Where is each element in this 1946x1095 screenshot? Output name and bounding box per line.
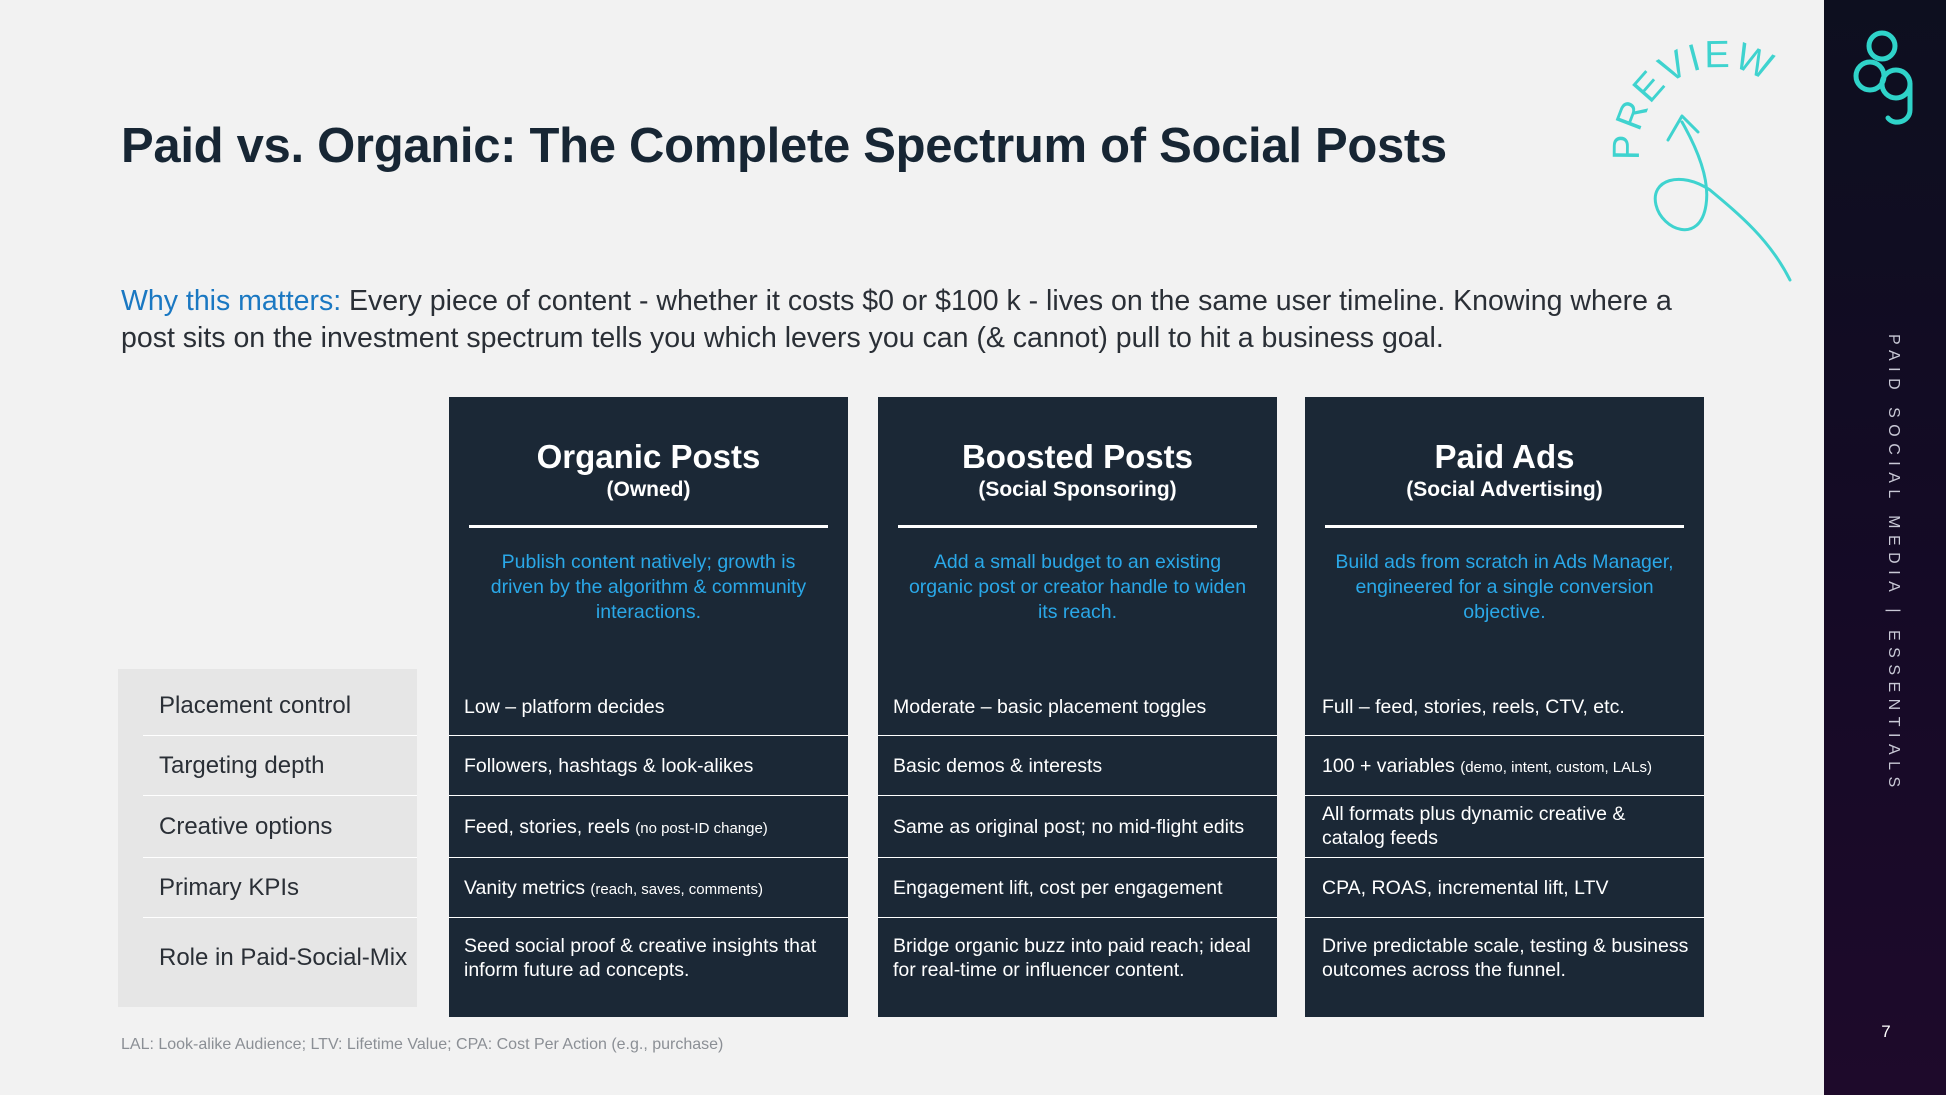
- why-label: Why this matters:: [121, 285, 342, 317]
- column-description: Add a small budget to an existing organic post or creator handle to widen its reach.: [908, 551, 1247, 623]
- row-separator: [143, 795, 417, 796]
- why-this-matters: [121, 283, 1701, 357]
- cell-paid-placement: Full – feed, stories, reels, CTV, etc.: [1322, 696, 1625, 718]
- column-divider: [1325, 525, 1684, 528]
- row-label-primary-kpis: Primary KPIs: [159, 874, 300, 901]
- column-title: Boosted Posts: [961, 438, 1194, 475]
- row-separator: [449, 795, 1704, 796]
- cell-boosted-targeting: Basic demos & interests: [893, 755, 1103, 777]
- preview-text: PREVIEW: [1605, 33, 1781, 161]
- row-separator: [449, 857, 1704, 858]
- page-number: 7: [1881, 1022, 1891, 1041]
- cell-organic-targeting: Followers, hashtags & look-alikes: [464, 755, 754, 777]
- column-description: Publish content natively; growth is driven by the algorithm & community interactions.: [490, 551, 807, 623]
- column-description: Build ads from scratch in Ads Manager, engineered for a single conversion objective.: [1335, 551, 1674, 623]
- brand-logo-icon: [1848, 18, 1920, 130]
- row-separator: [449, 735, 1704, 736]
- column-subtitle: (Owned): [606, 478, 691, 502]
- column-subtitle: (Social Advertising): [1406, 478, 1603, 502]
- row-separator: [143, 735, 417, 736]
- row-label-targeting-depth: Targeting depth: [159, 752, 325, 779]
- column-gap: [848, 725, 878, 1025]
- cell-paid-role: Drive predictable scale, testing & business outcomes across the funnel.: [1322, 935, 1689, 981]
- cell-organic-role: Seed social proof & creative insights that inform future ad concepts.: [464, 935, 817, 981]
- preview-arrowhead-icon: [1668, 116, 1698, 140]
- column-title: Organic Posts: [536, 438, 761, 475]
- row-separator: [143, 917, 417, 918]
- footnote: LAL: Look-alike Audience; LTV: Lifetime Value; CPA: Cost Per Action (e.g., purchase): [121, 1036, 724, 1053]
- row-label-creative-options: Creative options: [159, 813, 333, 840]
- sidebar-vertical-text: PAID SOCIAL MEDIA | ESSENTIALS: [1885, 334, 1902, 794]
- cell-organic-placement: Low – platform decides: [464, 696, 665, 718]
- column-title: Paid Ads: [1434, 438, 1575, 475]
- cell-paid-targeting: 100 + variables (demo, intent, custom, LALs): [1322, 755, 1652, 777]
- row-separator: [143, 857, 417, 858]
- column-divider: [469, 525, 828, 528]
- preview-arrow-icon: [1655, 122, 1790, 280]
- cell-boosted-kpis: Engagement lift, cost per engagement: [893, 877, 1223, 899]
- column-gap: [1277, 725, 1305, 1025]
- column-subtitle: (Social Sponsoring): [978, 478, 1177, 502]
- row-label-role-in-mix: Role in Paid-Social-Mix: [159, 944, 408, 971]
- cell-organic-creative: Feed, stories, reels (no post-ID change): [464, 816, 768, 838]
- cell-boosted-role: Bridge organic buzz into paid reach; ideal for real-time or influencer content.: [893, 935, 1251, 981]
- cell-boosted-creative: Same as original post; no mid-flight edits: [893, 816, 1245, 838]
- cell-paid-kpis: CPA, ROAS, incremental lift, LTV: [1322, 877, 1609, 899]
- cell-boosted-placement: Moderate – basic placement toggles: [893, 696, 1207, 718]
- row-label-placement-control: Placement control: [159, 692, 352, 719]
- preview-watermark: [1590, 30, 1795, 290]
- cell-organic-kpis: Vanity metrics (reach, saves, comments): [464, 877, 763, 899]
- row-separator: [449, 917, 1704, 918]
- cell-paid-creative: All formats plus dynamic creative & catalog feeds: [1322, 803, 1626, 849]
- why-text: Every piece of content - whether it costs $0 or $100 k - lives on the same user timeline. Knowing where a post sits on the investment spectrum tells you which levers you can (& cannot) pull to hit a business goal.: [121, 285, 1672, 354]
- column-divider: [898, 525, 1257, 528]
- slide-title: Paid vs. Organic: The Complete Spectrum of Social Posts: [121, 119, 1447, 173]
